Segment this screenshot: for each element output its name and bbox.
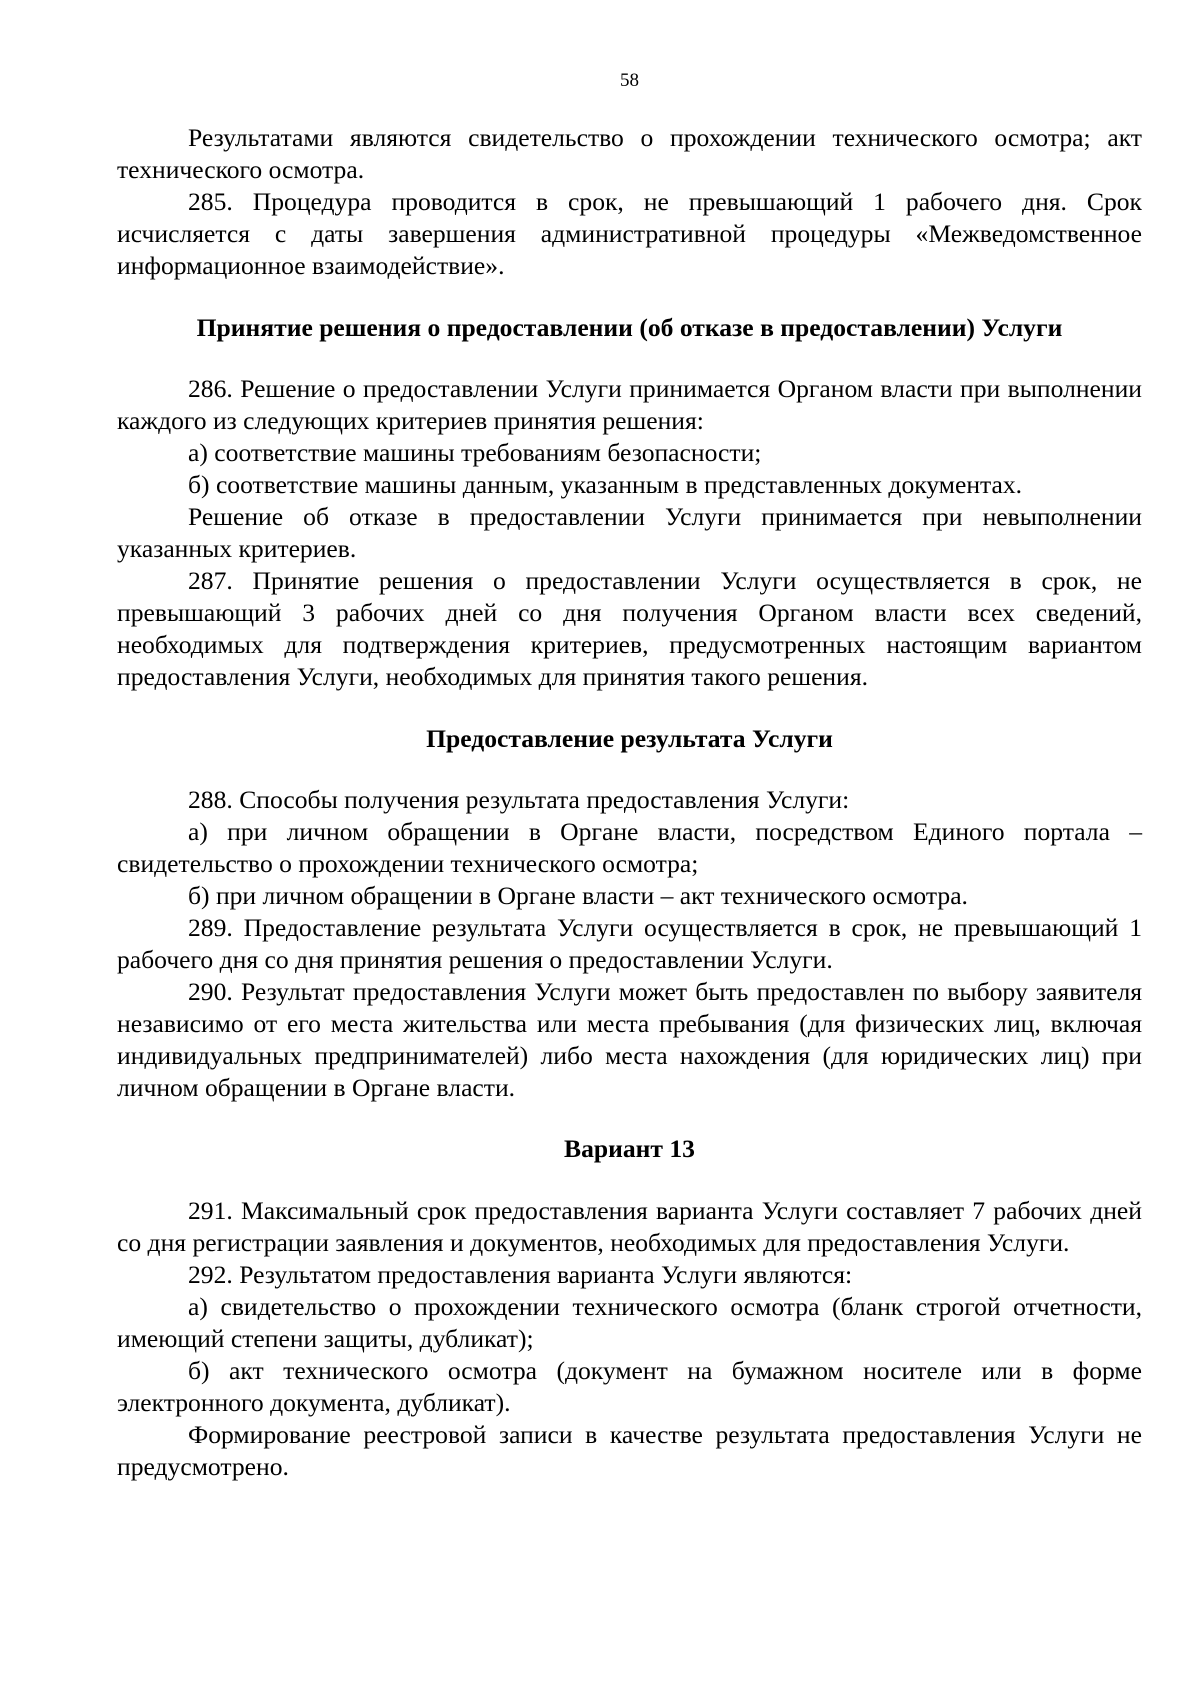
paragraph-288-a: а) при личном обращении в Органе власти, посредством Единого портала – свидетельство о прохождении технического осмотра; [117,817,1142,879]
paragraph-291: 291. Максимальный срок предоставления варианта Услуги составляет 7 рабочих дней со дня регистрации заявления и документов, необходимых для предоставления Услуги. [117,1196,1142,1258]
paragraph-292: 292. Результатом предоставления варианта Услуги являются: [188,1260,853,1290]
paragraph-292-b: б) акт технического осмотра (документ на бумажном носителе или в форме электронного документа, дубликат). [117,1355,1142,1417]
paragraph-286: 286. Решение о предоставлении Услуги принимается Органом власти при выполнении каждого из следующих критериев принятия решения: [117,374,1142,436]
paragraph-289: 289. Предоставление результата Услуги осуществляется в срок, не превышающий 1 рабочего дня со дня принятия решения о предоставлении Услуги. [117,913,1142,974]
section-heading-result: Предоставление результата Услуги [426,723,833,753]
paragraph-refusal: Решение об отказе в предоставлении Услуги принимается при невыполнении указанных критериев. [117,502,1142,563]
paragraph-292-a: а) свидетельство о прохождении технического осмотра (бланк строгой отчетности, имеющий степени защиты, дубликат); [117,1292,1142,1353]
paragraph-285: 285. Процедура проводится в срок, не превышающий 1 рабочего дня. Срок исчисляется с даты завершения административной процедуры «Межведомственное информационное взаимодействие». [117,186,1142,280]
paragraph-results: Результатами являются свидетельство о прохождении технического осмотра; акт технического осмотра. [117,123,1142,184]
paragraph-290: 290. Результат предоставления Услуги может быть предоставлен по выбору заявителя независимо от его места жительства или места пребывания (для физических лиц, включая индивидуальных предпринимателей) либо места нахождения (для юридических лиц) при личном обращении в Органе власти. [117,976,1142,1102]
page-number: 58 [620,70,639,91]
paragraph-287: 287. Принятие решения о предоставлении Услуги осуществляется в срок, не превышающий 3 рабочих дней со дня получения Органом власти всех сведений, необходимых для подтверждения критериев, предусмотренных настоящим вариантом предоставления Услуги, необходимых для принятия такого решения. [117,565,1142,691]
paragraph-288: 288. Способы получения результата предоставления Услуги: [188,785,850,815]
section-heading-variant-13: Вариант 13 [564,1134,695,1164]
paragraph-286-b: б) соответствие машины данным, указанным в представленных документах. [188,470,1023,500]
document-body [117,122,1142,1483]
paragraph-286-a: а) соответствие машины требованиям безопасности; [188,438,762,468]
paragraph-registry: Формирование реестровой записи в качестве результата предоставления Услуги не предусмотрено. [117,1419,1142,1481]
paragraph-288-b: б) при личном обращении в Органе власти – акт технического осмотра. [188,881,968,911]
section-heading-decision: Принятие решения о предоставлении (об отказе в предоставлении) Услуги [196,312,1063,342]
